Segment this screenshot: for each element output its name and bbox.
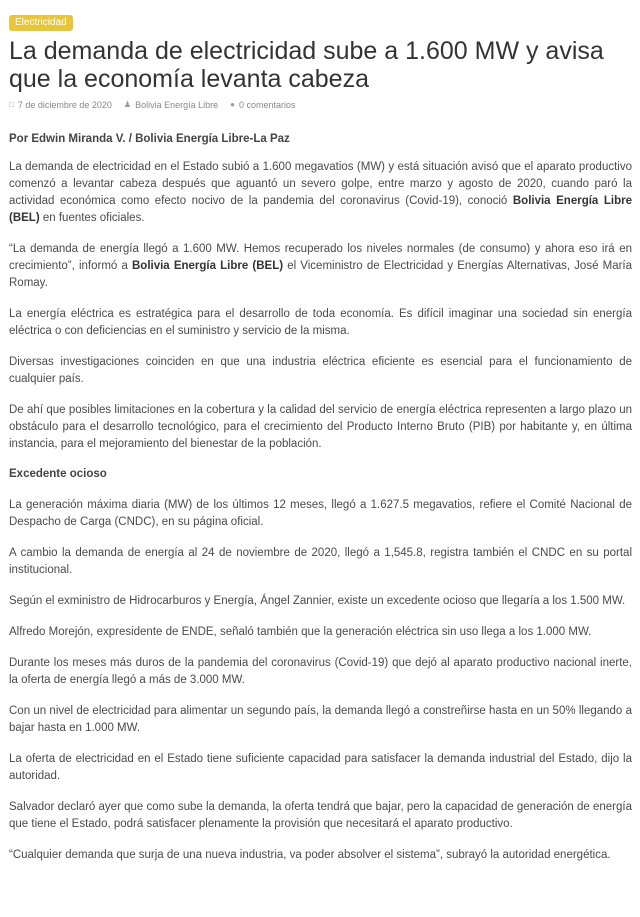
paragraph-1-text-a: La demanda de electricidad en el Estado subió a 1.600 megavatios (MW) y está situación avisó que el aparato productivo comenzó a levantar cabeza después que aguantó un severo golpe, entre marzo y agosto de 2020, cuando paró la actividad económica como efecto nocivo de la pandemia del coronavirus (Covid-19), conoció: [9, 161, 632, 207]
paragraph-14: “Cualquier demanda que surja de una nueva industria, va poder absolver el sistema”, subrayó la autoridad energética.: [9, 849, 611, 861]
article-title: La demanda de electricidad sube a 1.600 MW y avisa que la economía levanta cabeza: [9, 37, 604, 93]
subheading: Excedente ocioso: [9, 468, 107, 480]
meta-date-text: 7 de diciembre de 2020: [17, 100, 112, 110]
comment-icon: ●: [230, 100, 235, 109]
paragraph-13: Salvador declaró ayer que como sube la demanda, la oferta tendrá que bajar, pero la capacidad de generación de energía que tiene el Estado, podrá satisfacer plenamente la provisión que necesitará el aparato productivo.: [9, 801, 632, 830]
category-badge[interactable]: Electricidad: [9, 15, 73, 31]
paragraph-2-text-a: “La demanda de energía llegó a 1.600 MW. Hemos recuperado los niveles normales (de consumo) y ahora eso irá en crecimiento”, informó a: [9, 243, 632, 272]
paragraph-1-bold: Bolivia Energía Libre (BEL): [9, 195, 632, 224]
paragraph-5: De ahí que posibles limitaciones en la cobertura y la calidad del servicio de energía eléctrica representen a largo plazo un obstáculo para el desarrollo tecnológico, para el crecimiento del Producto Interno Bruto (PIB) por habitante y, en última instancia, para el mejoramiento del bienestar de la población.: [9, 404, 632, 450]
paragraph-11: Con un nivel de electricidad para alimentar un segundo país, la demanda llegó a constreñirse hasta en un 50% llegando a bajar hasta en 1.000 MW.: [9, 705, 632, 734]
paragraph-4: Diversas investigaciones coinciden en que una industria eléctrica eficiente es esencial para el funcionamiento de cualquier país.: [9, 356, 632, 385]
meta-comments[interactable]: [230, 98, 295, 112]
byline: Por Edwin Miranda V. / Bolivia Energía Libre-La Paz: [9, 133, 290, 145]
meta-author[interactable]: [124, 98, 218, 112]
paragraph-1: [9, 159, 632, 227]
paragraph-6: La generación máxima diaria (MW) de los últimos 12 meses, llegó a 1.627.5 megavatios, refiere el Comité Nacional de Despacho de Carga (CNDC), en su página oficial.: [9, 499, 632, 528]
user-icon: ♟: [123, 100, 132, 109]
paragraph-9: Alfredo Morejón, expresidente de ENDE, señaló también que la generación eléctrica sin uso llega a los 1.000 MW.: [9, 626, 592, 638]
paragraph-3: La energía eléctrica es estratégica para el desarrollo de toda economía. Es difícil imaginar una sociedad sin energía eléctrica o con deficiencias en el suministro y servicio de la misma.: [9, 308, 632, 337]
meta-author-text: Bolivia Energía Libre: [135, 100, 219, 110]
paragraph-7: A cambio la demanda de energía al 24 de noviembre de 2020, llegó a 1,545.8, registra también el CNDC en su portal institucional.: [9, 547, 632, 576]
meta-comments-text: 0 comentarios: [239, 100, 296, 110]
article-meta: [9, 98, 632, 112]
paragraph-1-text-b: en fuentes oficiales.: [39, 212, 145, 224]
paragraph-12: La oferta de electricidad en el Estado tiene suficiente capacidad para satisfacer la demanda industrial del Estado, dijo la autoridad.: [9, 753, 632, 782]
paragraph-10: Durante los meses más duros de la pandemia del coronavirus (Covid-19) que dejó al aparato productivo nacional inerte, la oferta de energía llegó a más de 3.000 MW.: [9, 657, 632, 686]
meta-date[interactable]: [9, 98, 112, 112]
paragraph-2-text-b: el Viceministro de Electricidad y Energías Alternativas, José María Romay.: [9, 260, 633, 289]
paragraph-2: [9, 241, 632, 292]
paragraph-8: Según el exministro de Hidrocarburos y Energía, Ángel Zannier, existe un excedente ocioso que llegaría a los 1.500 MW.: [9, 595, 626, 607]
paragraph-2-bold: Bolivia Energía Libre (BEL): [131, 260, 284, 272]
calendar-icon: □: [9, 100, 14, 109]
